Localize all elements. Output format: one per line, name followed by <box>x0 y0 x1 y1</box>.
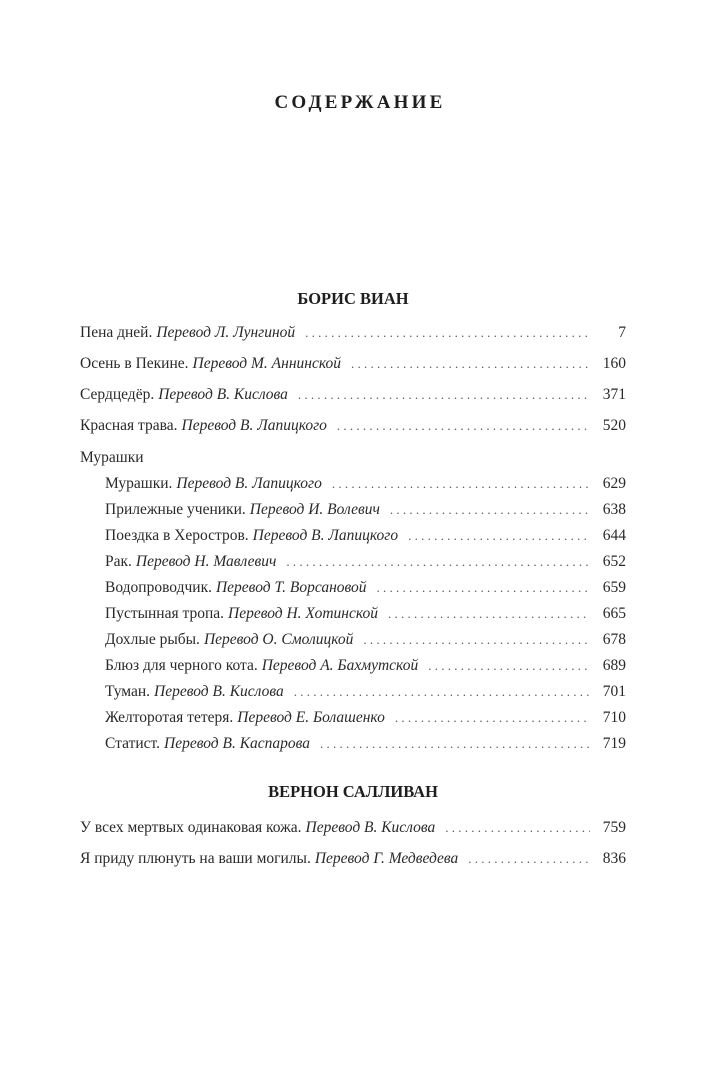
entry-translator: Перевод В. Каспарова <box>164 735 311 752</box>
entry-page-number: 719 <box>602 735 626 752</box>
toc-subentry[interactable] <box>105 604 626 624</box>
entry-translator: Перевод Н. Мавлевич <box>135 553 277 570</box>
dot-leader <box>390 500 590 520</box>
toc-subentry[interactable] <box>105 578 626 598</box>
dot-leader <box>428 656 590 676</box>
dot-leader <box>286 552 590 572</box>
toc-entry[interactable] <box>80 818 626 838</box>
toc-subentry[interactable] <box>105 682 626 702</box>
entry-title: Поездка в Херостров. <box>105 527 249 544</box>
entry-translator: Перевод М. Аннинской <box>192 355 342 372</box>
entry-translator: Перевод Е. Болашенко <box>237 709 385 726</box>
dot-leader <box>468 849 590 869</box>
toc-subentry[interactable] <box>105 552 626 572</box>
entry-page-number: 659 <box>602 579 626 596</box>
entry-title: У всех мертвых одинаковая кожа. <box>80 819 302 836</box>
entry-page-number: 836 <box>602 850 626 867</box>
entry-title: Водопроводчик. <box>105 579 212 596</box>
toc-entry[interactable] <box>80 323 626 343</box>
entry-title: Дохлые рыбы. <box>105 631 200 648</box>
dot-leader <box>332 474 590 494</box>
section-heading-vernon-sullivan: ВЕРНОН САЛЛИВАН <box>268 782 438 801</box>
entry-page-number: 371 <box>602 386 626 403</box>
entry-title: Осень в Пекине. <box>80 355 189 372</box>
toc-entry[interactable] <box>80 849 626 869</box>
entry-page-number: 652 <box>602 553 626 570</box>
entry-page-number: 629 <box>602 475 626 492</box>
dot-leader <box>337 416 590 436</box>
toc-entry[interactable] <box>80 354 626 374</box>
entry-page-number: 160 <box>602 355 626 372</box>
entry-title: Туман. <box>105 683 150 700</box>
entry-title: Блюз для черного кота. <box>105 657 258 674</box>
dot-leader <box>363 630 590 650</box>
toc-entry[interactable] <box>80 416 626 436</box>
entry-page-number: 7 <box>618 324 626 341</box>
entry-translator: Перевод В. Лапицкого <box>252 527 399 544</box>
dot-leader <box>320 734 590 754</box>
dot-leader <box>445 818 590 838</box>
entry-translator: Перевод В. Лапицкого <box>176 475 322 492</box>
entry-title: Желторотая тетеря. <box>105 709 234 726</box>
entry-translator: Перевод В. Лапицкого <box>181 417 327 434</box>
entry-title: Пустынная тропа. <box>105 605 224 622</box>
toc-subentry[interactable] <box>105 708 626 728</box>
toc-subentry[interactable] <box>105 474 626 494</box>
toc-subentry[interactable] <box>105 656 626 676</box>
dot-leader <box>298 385 590 405</box>
page-title: СОДЕРЖАНИЕ <box>274 92 446 113</box>
entry-title: Пена дней. <box>80 324 153 341</box>
entry-page-number: 638 <box>602 501 626 518</box>
dot-leader <box>408 526 590 546</box>
entry-page-number: 678 <box>602 631 626 648</box>
entry-page-number: 644 <box>602 527 626 544</box>
entry-title: Сердцедёр. <box>80 386 155 403</box>
entry-title: Красная трава. <box>80 417 178 434</box>
dot-leader <box>377 578 590 598</box>
entry-translator: Перевод И. Волевич <box>249 501 380 518</box>
entry-title: Мурашки. <box>105 475 173 492</box>
entry-title: Рак. <box>105 553 132 570</box>
dot-leader <box>388 604 590 624</box>
entry-translator: Перевод Н. Хотинской <box>228 605 379 622</box>
toc-subentry[interactable] <box>105 500 626 520</box>
toc-subentry[interactable] <box>105 630 626 650</box>
dot-leader <box>351 354 590 374</box>
entry-translator: Перевод О. Смолицкой <box>203 631 354 648</box>
dot-leader <box>395 708 590 728</box>
group-label-murashki: Мурашки <box>80 449 144 466</box>
entry-page-number: 520 <box>602 417 626 434</box>
entry-page-number: 710 <box>602 709 626 726</box>
toc-subentry[interactable] <box>105 734 626 754</box>
dot-leader <box>294 682 590 702</box>
section-heading-boris-vian: БОРИС ВИАН <box>297 289 409 308</box>
entry-translator: Перевод А. Бахмутской <box>261 657 419 674</box>
entry-title: Я приду плюнуть на ваши могилы. <box>80 850 311 867</box>
entry-page-number: 759 <box>602 819 626 836</box>
entry-translator: Перевод В. Кислова <box>158 386 288 403</box>
entry-page-number: 689 <box>602 657 626 674</box>
entry-translator: Перевод В. Кислова <box>305 819 436 836</box>
entry-translator: Перевод Л. Лунгиной <box>156 324 296 341</box>
entry-page-number: 665 <box>602 605 626 622</box>
entry-translator: Перевод Г. Медведева <box>314 850 459 867</box>
entry-translator: Перевод Т. Ворсановой <box>215 579 367 596</box>
entry-title: Статист. <box>105 735 161 752</box>
toc-subentry[interactable] <box>105 526 626 546</box>
entry-title: Прилежные ученики. <box>105 501 246 518</box>
toc-entry[interactable] <box>80 385 626 405</box>
entry-translator: Перевод В. Кислова <box>154 683 284 700</box>
entry-page-number: 701 <box>602 683 626 700</box>
dot-leader <box>305 323 590 343</box>
